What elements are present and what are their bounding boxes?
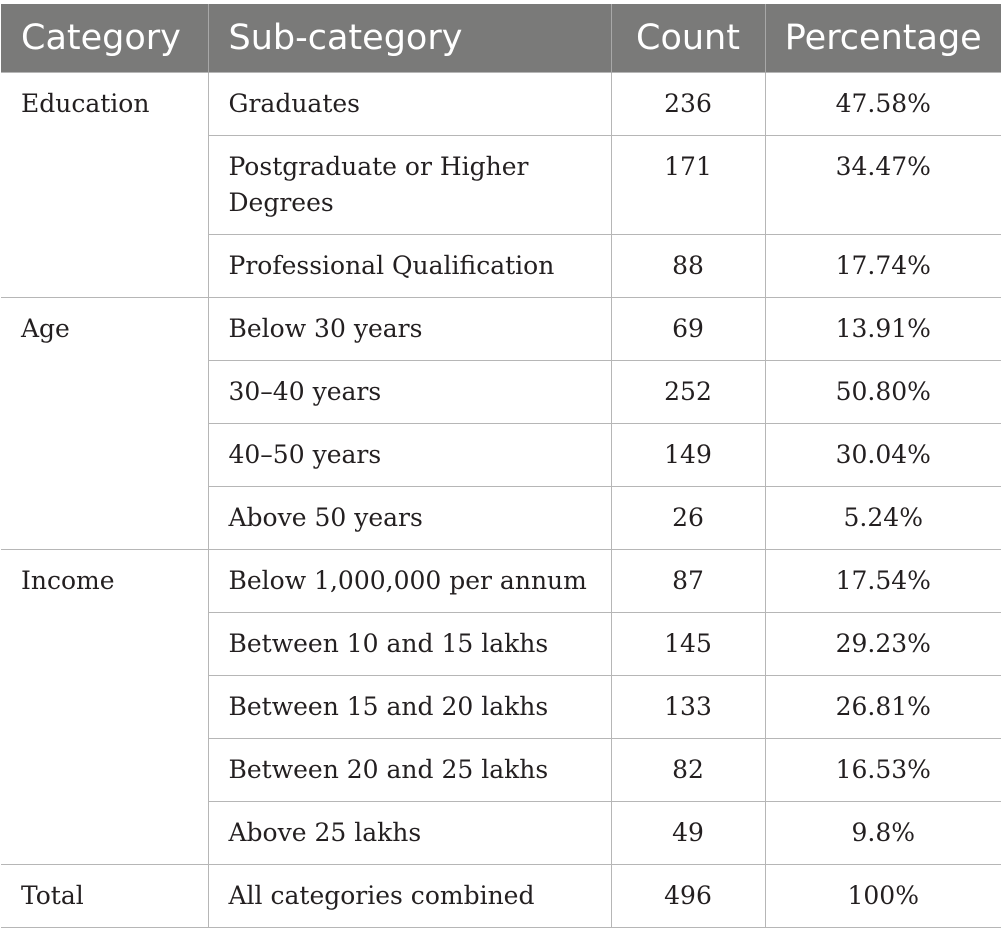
- count-cell: 88: [611, 235, 765, 298]
- sub-category-cell: Below 30 years: [208, 298, 611, 361]
- header-row: [1, 4, 1001, 73]
- percentage-cell: 50.80%: [765, 361, 1001, 424]
- table-row: [1, 298, 1001, 361]
- sub-category-cell: All categories combined: [208, 865, 611, 928]
- count-cell: 26: [611, 487, 765, 550]
- percentage-cell: 5.24%: [765, 487, 1001, 550]
- percentage-cell: 29.23%: [765, 613, 1001, 676]
- sub-category-cell: Between 15 and 20 lakhs: [208, 676, 611, 739]
- sub-category-cell: 40–50 years: [208, 424, 611, 487]
- count-cell: 145: [611, 613, 765, 676]
- table-row: [1, 73, 1001, 136]
- count-cell: 82: [611, 739, 765, 802]
- header-sub-category: Sub-category: [208, 4, 611, 73]
- header-count: Count: [611, 4, 765, 73]
- percentage-cell: 9.8%: [765, 802, 1001, 865]
- table-header: [1, 4, 1001, 73]
- table-row: [1, 550, 1001, 613]
- count-cell: 69: [611, 298, 765, 361]
- sub-category-cell: Between 20 and 25 lakhs: [208, 739, 611, 802]
- demographics-table: [1, 4, 1001, 928]
- percentage-cell: 16.53%: [765, 739, 1001, 802]
- percentage-cell: 17.54%: [765, 550, 1001, 613]
- percentage-cell: 13.91%: [765, 298, 1001, 361]
- percentage-cell: 26.81%: [765, 676, 1001, 739]
- category-education: Education: [1, 73, 208, 298]
- sub-category-cell: Postgraduate or Higher Degrees: [208, 136, 611, 235]
- header-percentage: Percentage: [765, 4, 1001, 73]
- sub-category-cell: Below 1,000,000 per annum: [208, 550, 611, 613]
- percentage-cell: 30.04%: [765, 424, 1001, 487]
- percentage-cell: 47.58%: [765, 73, 1001, 136]
- sub-category-cell: Professional Qualification: [208, 235, 611, 298]
- table-body: [1, 73, 1001, 928]
- count-cell: 236: [611, 73, 765, 136]
- sub-category-cell: Between 10 and 15 lakhs: [208, 613, 611, 676]
- count-cell: 149: [611, 424, 765, 487]
- category-income: Income: [1, 550, 208, 865]
- percentage-cell: 100%: [765, 865, 1001, 928]
- sub-category-cell: Above 50 years: [208, 487, 611, 550]
- percentage-cell: 34.47%: [765, 136, 1001, 235]
- count-cell: 171: [611, 136, 765, 235]
- sub-category-cell: Graduates: [208, 73, 611, 136]
- table-row-total: [1, 865, 1001, 928]
- sub-category-cell: 30–40 years: [208, 361, 611, 424]
- percentage-cell: 17.74%: [765, 235, 1001, 298]
- header-category: Category: [1, 4, 208, 73]
- category-total: Total: [1, 865, 208, 928]
- count-cell: 133: [611, 676, 765, 739]
- count-cell: 496: [611, 865, 765, 928]
- category-age: Age: [1, 298, 208, 550]
- count-cell: 87: [611, 550, 765, 613]
- count-cell: 49: [611, 802, 765, 865]
- sub-category-cell: Above 25 lakhs: [208, 802, 611, 865]
- count-cell: 252: [611, 361, 765, 424]
